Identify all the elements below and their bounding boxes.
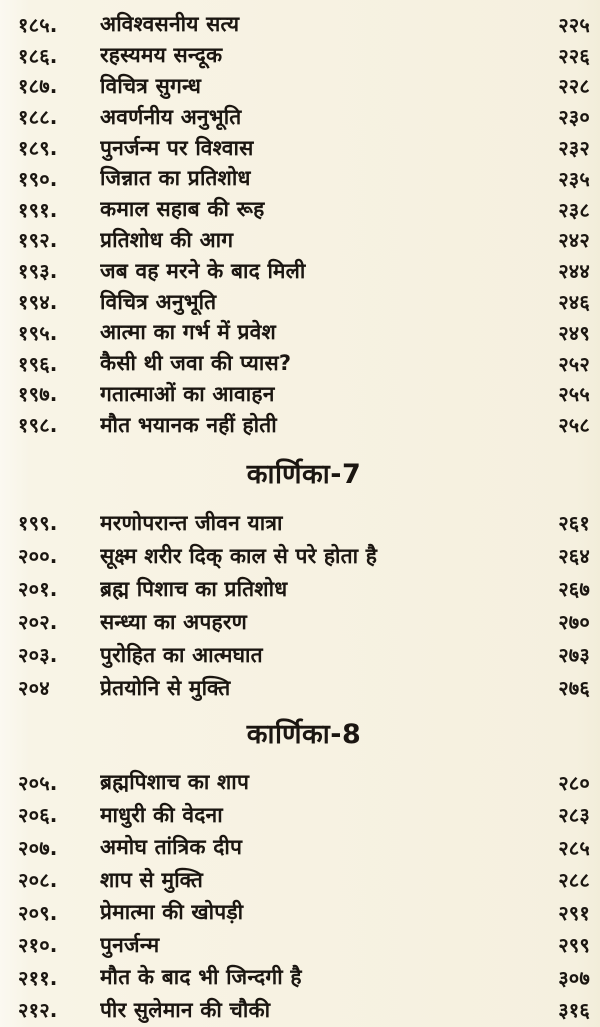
toc-entry-title: अमोघ तांत्रिक दीप [100, 835, 243, 860]
toc-entry-number: १९५. [18, 320, 58, 345]
toc-row [18, 286, 590, 317]
toc-row [18, 766, 590, 799]
toc-entry-number: २११. [18, 965, 58, 990]
toc-entry-number: २०८. [18, 868, 58, 893]
toc-entry-number: २०३. [18, 643, 58, 668]
toc-entry-page: २५८ [558, 413, 590, 438]
toc-section [18, 506, 590, 704]
toc-section [18, 5, 590, 440]
toc-entry-title: रहस्यमय सन्दूक [100, 43, 223, 68]
toc-entry-title: विचित्र अनुभूति [100, 289, 217, 314]
toc-entry-page: २५२ [558, 351, 590, 376]
toc-row [18, 317, 590, 348]
toc-entry-title: प्रेमात्मा की खोपड़ी [100, 900, 244, 925]
toc-entry-number: १९४. [18, 290, 58, 315]
toc-row [18, 71, 590, 102]
toc-entry-title: ब्रह्म पिशाच का प्रतिशोध [100, 576, 288, 601]
toc-entry-title: पुनर्जन्म पर विश्वास [100, 135, 254, 160]
toc-row [18, 101, 590, 132]
toc-entry-title: विचित्र सुगन्ध [100, 73, 202, 98]
toc-entry-number: १९८. [18, 413, 58, 438]
section-heading: कार्णिका-7 [246, 459, 362, 491]
toc-row [18, 831, 590, 864]
toc-entry-number: १९१. [18, 197, 58, 222]
toc-row [18, 961, 590, 994]
toc-entry-page: २६१ [558, 511, 590, 536]
toc-entry-title: जिन्नात का प्रतिशोध [100, 166, 251, 191]
toc-entry-page: २२६ [558, 43, 590, 68]
toc-entry-title: सूक्ष्म शरीर दिक् काल से परे होता है [100, 543, 378, 568]
toc-entry-title: शाप से मुक्ति [100, 867, 204, 892]
toc-entry-number: २०४ [18, 676, 50, 701]
toc-row [18, 605, 590, 638]
toc-entry-page: २३८ [558, 197, 590, 222]
toc-entry-page: २४६ [558, 290, 590, 315]
toc-entry-page: २७६ [558, 676, 590, 701]
toc-entry-title: अवर्णनीय अनुभूति [100, 104, 242, 129]
toc-entry-number: १९०. [18, 166, 58, 191]
toc-entry-title: प्रतिशोध की आग [100, 227, 234, 252]
toc-entry-number: १९७. [18, 382, 58, 407]
toc-entry-page: २४९ [558, 320, 590, 345]
toc-entry-number: १८७. [18, 74, 58, 99]
toc-row [18, 864, 590, 897]
toc-entry-number: २१२. [18, 998, 58, 1023]
toc-entry-page: २६४ [558, 544, 590, 569]
toc-entry-number: २०७. [18, 835, 58, 860]
toc-row [18, 194, 590, 225]
toc-entry-number: २०१. [18, 577, 58, 602]
toc-entry-title: कैसी थी जवा की प्यास? [100, 351, 292, 376]
toc-row [18, 348, 590, 379]
toc-entry-number: १८६. [18, 43, 58, 68]
toc-entry-number: २०५. [18, 770, 58, 795]
toc-entry-title: ब्रह्मपिशाच का शाप [100, 770, 250, 795]
toc-entry-page: २४२ [558, 228, 590, 253]
toc-entry-page: २८८ [558, 868, 590, 893]
toc-entry-page: २६७ [558, 577, 590, 602]
toc-row [18, 132, 590, 163]
toc-entry-title: मरणोपरान्त जीवन यात्रा [100, 510, 283, 535]
toc-entry-title: मौत के बाद भी जिन्दगी है [100, 965, 302, 990]
toc-row [18, 539, 590, 572]
toc-entry-page: २३० [558, 105, 590, 130]
toc-section [18, 766, 590, 1026]
toc-row [18, 9, 590, 40]
toc-row [18, 409, 590, 440]
toc-entry-number: १८५. [18, 12, 58, 37]
toc-entry-number: १८९. [18, 136, 58, 161]
toc-entry-page: २९९ [558, 933, 590, 958]
toc-row [18, 994, 590, 1027]
toc-row [18, 671, 590, 704]
toc-entry-page: २९१ [558, 900, 590, 925]
toc-entry-title: पीर सुलेमान की चौकी [100, 997, 271, 1022]
toc-entry-title: मौत भयानक नहीं होती [100, 412, 277, 437]
toc-entry-page: २२८ [558, 74, 590, 99]
toc-entry-number: २०९. [18, 900, 58, 925]
toc-entry-number: २०२. [18, 610, 58, 635]
toc-row [18, 638, 590, 671]
toc-entry-number: १९६. [18, 351, 58, 376]
toc-entry-title: माधुरी की वेदना [100, 802, 223, 827]
toc-entry-number: १९९. [18, 511, 58, 536]
toc-entry-page: २८५ [558, 835, 590, 860]
toc-entry-page: २८० [558, 770, 590, 795]
toc-row [18, 40, 590, 71]
toc-entry-page: २७० [558, 610, 590, 635]
toc-entry-page: २४४ [558, 259, 590, 284]
toc-entry-number: २०६. [18, 803, 58, 828]
toc-entry-number: १९२. [18, 228, 58, 253]
toc-row [18, 506, 590, 539]
toc-row [18, 572, 590, 605]
toc [18, 5, 590, 1026]
toc-row [18, 799, 590, 832]
toc-entry-page: २३५ [558, 166, 590, 191]
toc-entry-title: प्रेतयोनि से मुक्ति [100, 675, 231, 700]
toc-row [18, 225, 590, 256]
toc-row [18, 896, 590, 929]
toc-entry-title: गतात्माओं का आवाहन [100, 381, 275, 406]
toc-entry-page: २२५ [558, 12, 590, 37]
toc-entry-number: १९३. [18, 259, 58, 284]
toc-entry-page: ३१६ [558, 998, 590, 1023]
toc-row [18, 255, 590, 286]
toc-entry-title: अविश्वसनीय सत्य [100, 12, 240, 37]
toc-row [18, 379, 590, 410]
toc-entry-title: पुरोहित का आत्मघात [100, 642, 263, 667]
toc-entry-number: २१०. [18, 933, 58, 958]
toc-entry-page: ३०७ [558, 965, 590, 990]
toc-row [18, 929, 590, 962]
toc-entry-page: २५५ [558, 382, 590, 407]
toc-entry-page: २३२ [558, 136, 590, 161]
section-heading: कार्णिका-8 [246, 719, 362, 751]
toc-entry-title: सन्ध्या का अपहरण [100, 609, 248, 634]
toc-entry-title: कमाल सहाब की रूह [100, 197, 265, 222]
toc-entry-title: आत्मा का गर्भ में प्रवेश [100, 320, 277, 345]
toc-entry-page: २७३ [558, 643, 590, 668]
toc-row [18, 163, 590, 194]
toc-entry-page: २८३ [558, 803, 590, 828]
toc-entry-number: १८८. [18, 105, 58, 130]
toc-entry-title: पुनर्जन्म [100, 932, 160, 957]
toc-entry-title: जब वह मरने के बाद मिली [100, 258, 306, 283]
toc-entry-number: २००. [18, 544, 58, 569]
